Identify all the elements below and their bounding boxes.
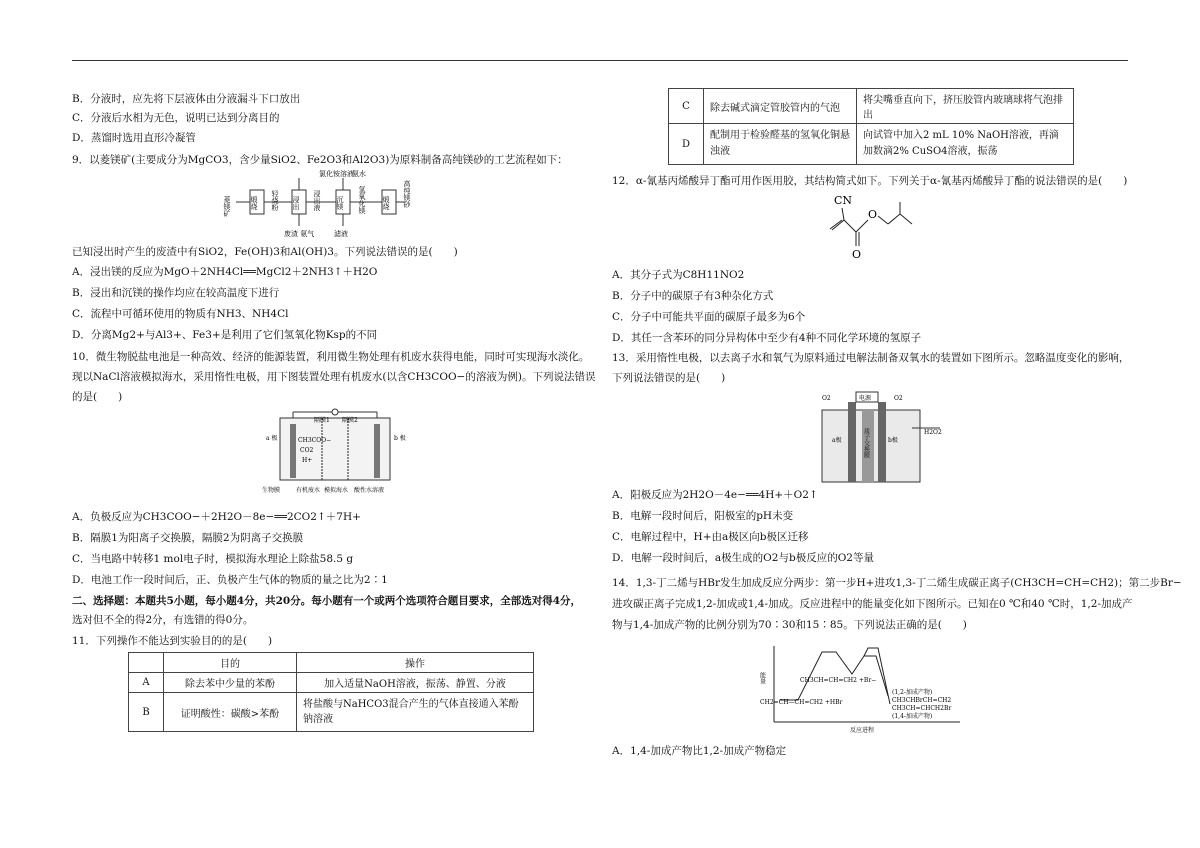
flow-label-residue: 废渣 氨气	[284, 230, 315, 238]
table-row: C 除去碱式滴定管胶管内的气泡 将尖嘴垂直向下，挤压胶管内玻璃球将气泡排出	[669, 89, 1074, 124]
svg-text:(1,2-加成产物): (1,2-加成产物)	[892, 689, 933, 696]
cathode-b	[878, 402, 886, 482]
flow-label-ammonia: 氨水	[352, 170, 366, 178]
q9-known: 已知浸出时产生的废渣中有SiO2，Fe(OH)3和Al(OH)3。下列说法错误的是( )	[72, 246, 458, 258]
q10-option-d: D．电池工作一段时间后，正、负极产生气体的物质的量之比为2∶1	[72, 574, 388, 586]
svg-text:沉镁: 沉镁	[336, 196, 344, 210]
svg-text:浸出液: 浸出液	[313, 190, 321, 211]
q9-option-c: C．流程中可循环使用的物质有NH3、NH4Cl	[72, 308, 289, 320]
q8-option-d: D．蒸馏时选用直形冷凝管	[72, 132, 196, 144]
q10-option-a: A．负极反应为CH3COO−＋2H2O－8e−══2CO2↑＋7H+	[72, 511, 361, 523]
q13-option-c: C．电解过程中，H+由a极区向b极区迁移	[612, 531, 809, 543]
section2-heading-2: 选对但不全的得2分，有选错的得0分。	[72, 614, 254, 626]
flow-label-nh4cl: 氯化铵溶液	[319, 170, 354, 178]
q12-option-d: D．其任一含苯环的同分异构体中至少有4种不同化学环境的氢原子	[612, 332, 922, 344]
table-row: D 配制用于检验醛基的氢氧化铜悬浊液 向试管中加入2 mL 10% NaOH溶液，再滴加数滴2% CuSO4溶液，振荡	[669, 124, 1074, 165]
q11-stem: 11．下列操作不能达到实验目的的是( )	[72, 635, 273, 647]
q9-option-a: A．浸出镁的反应为MgO＋2NH4Cl══MgCl2＋2NH3↑＋H2O	[72, 266, 378, 278]
svg-text:质子交换膜: 质子交换膜	[862, 428, 870, 458]
section2-heading-1: 二、选择题：本题共5小题，每小题4分，共20分。每小题有一个或两个选项符合题目要求，全部选对得4分，	[72, 595, 582, 607]
q13-stem-1: 13．采用惰性电极，以去离子水和氧气为原料通过电解法制备双氧水的装置如下图所示。忽略温度变化的影响，	[612, 352, 1130, 364]
svg-text:O2: O2	[822, 395, 831, 402]
q13-option-b: B．电解一段时间后，阳极室的pH未变	[612, 510, 794, 522]
q10-stem-1: 10．微生物脱盐电池是一种高效、经济的能源装置，利用微生物处理有机废水获得电能，同时可实现海水淡化。	[72, 351, 590, 363]
q12-stem: 12．α-氰基丙烯酸异丁酯可用作医用胶，其结构简式如下。下列关于α-氰基丙烯酸异丁酯的说法错误的是( )	[612, 175, 1128, 187]
header-rule	[72, 60, 1128, 61]
q14-option-a: A．1,4-加成产物比1,2-加成产物稳定	[612, 745, 787, 757]
svg-text:b极: b极	[888, 437, 898, 444]
svg-text:a极: a极	[832, 437, 842, 444]
q10-option-b: B．隔膜1为阳离子交换膜，隔膜2为阴离子交换膜	[72, 532, 304, 544]
svg-text:浸出: 浸出	[292, 196, 300, 210]
svg-text:b 极: b 极	[394, 435, 406, 442]
svg-text:电源: 电源	[859, 395, 872, 402]
svg-text:a 极: a 极	[266, 435, 278, 442]
svg-text:隔膜1: 隔膜1	[314, 417, 330, 424]
svg-text:CH3CH=CHCH2Br: CH3CH=CHCH2Br	[892, 705, 952, 712]
q9-option-d: D．分离Mg2+与Al3+、Fe3+是利用了它们氢氧化物Ksp的不同	[72, 329, 378, 341]
q13-option-a: A．阳极反应为2H2O－4e−══4H+＋O2↑	[612, 489, 818, 501]
svg-text:(1,4-加成产物): (1,4-加成产物)	[892, 713, 933, 720]
q12-option-c: C．分子中可能共平面的碳原子最多为6个	[612, 311, 806, 323]
q13-electrolysis-diagram	[812, 388, 942, 484]
svg-text:H2O2: H2O2	[924, 429, 942, 436]
table-row: A 除去苯中少量的苯酚 加入适量NaOH溶液，振荡、静置、分液	[129, 673, 534, 693]
flow-label-filtrate: 滤液	[334, 230, 348, 238]
svg-text:氢氧化镁: 氢氧化镁	[358, 186, 366, 214]
q13-stem-2: 下列说法错误的是( )	[612, 372, 726, 384]
q11-table-continued	[668, 88, 1074, 165]
svg-text:CH3COO−: CH3COO−	[298, 437, 332, 444]
energy-axis-label: 能量	[758, 672, 766, 684]
q10-cell-diagram	[262, 410, 412, 500]
svg-text:轻烧粉: 轻烧粉	[271, 190, 279, 211]
svg-text:H+: H+	[302, 457, 313, 464]
svg-text:O2: O2	[894, 395, 903, 402]
q14-energy-diagram	[760, 642, 990, 734]
svg-text:煅烧: 煅烧	[250, 196, 258, 210]
q10-option-c: C．当电路中转移1 mol电子时，模拟海水理论上除盐58.5 g	[72, 553, 354, 565]
q9-option-b: B．浸出和沉镁的操作均应在较高温度下进行	[72, 287, 280, 299]
q13-option-d: D．电解一段时间后，a极生成的O2与b极反应的O2等量	[612, 552, 874, 564]
electrode-b	[374, 424, 380, 478]
svg-text:隔膜2: 隔膜2	[342, 417, 358, 424]
q14-stem-1: 14．1,3-丁二烯与HBr发生加成反应分两步：第一步H+进攻1,3-丁二烯生成碳正离子(CH3CH=CH=CH2)；第二步Br−	[612, 577, 1182, 589]
cn-group: CN	[834, 194, 853, 207]
q12-structure	[822, 190, 932, 262]
svg-text:生物膜: 生物膜	[262, 487, 281, 494]
ester-o: O	[868, 208, 878, 221]
q14-stem-3: 物与1,4-加成产物的比例分别为70∶30和15∶85。下列说法正确的是( )	[612, 619, 967, 631]
anode-a	[848, 402, 856, 482]
q12-option-a: A．其分子式为C8H11NO2	[612, 269, 745, 281]
svg-text:酸性水溶液: 酸性水溶液	[354, 487, 385, 494]
svg-text:CH3CH=CH=CH2 +Br−: CH3CH=CH=CH2 +Br−	[800, 677, 877, 684]
table-row: B 证明酸性：碳酸>苯酚 将盐酸与NaHCO3混合产生的气体直接通入苯酚钠溶液	[129, 693, 534, 732]
progress-axis-label: 反应进程	[850, 727, 875, 734]
q14-stem-2: 进攻碳正离子完成1,2-加成或1,4-加成。反应进程中的能量变化如下图所示。已知在0 ℃和40 ℃时，1,2-加成产	[612, 598, 1133, 610]
table-header-row: 目的 操作	[129, 653, 534, 673]
q10-stem-2: 现以NaCl溶液模拟海水，采用惰性电极，用下图装置处理有机废水(以含CH3COO−的溶液为例)。下列说法错误	[72, 371, 596, 383]
carbonyl-o: O	[852, 248, 862, 261]
q8-option-b: B．分液时，应先将下层液体由分液漏斗下口放出	[72, 93, 301, 105]
q9-stem: 9．以菱镁矿(主要成分为MgCO3，含少量SiO2、Fe2O3和Al2O3)为原料制备高纯镁砂的工艺流程如下：	[72, 154, 568, 166]
svg-text:CH3CHBrCH=CH2: CH3CHBrCH=CH2	[892, 697, 952, 704]
flow-node-ore: 菱镁矿	[223, 196, 231, 217]
q9-flowchart	[222, 168, 462, 240]
svg-text:煅烧: 煅烧	[382, 196, 390, 210]
electrode-a	[290, 424, 296, 478]
q11-table	[128, 652, 534, 732]
q12-option-b: B．分子中的碳原子有3种杂化方式	[612, 290, 774, 302]
svg-text:有机废水: 有机废水	[296, 487, 321, 494]
svg-text:高纯镁砂: 高纯镁砂	[403, 180, 411, 208]
q10-stem-3: 的是( )	[72, 391, 123, 403]
svg-text:CH2=CH—CH=CH2 +HBr: CH2=CH—CH=CH2 +HBr	[760, 699, 843, 706]
svg-text:CO2: CO2	[300, 447, 314, 454]
svg-text:模拟海水: 模拟海水	[324, 487, 349, 494]
q8-option-c: C．分液后水相为无色，说明已达到分离目的	[72, 112, 280, 124]
